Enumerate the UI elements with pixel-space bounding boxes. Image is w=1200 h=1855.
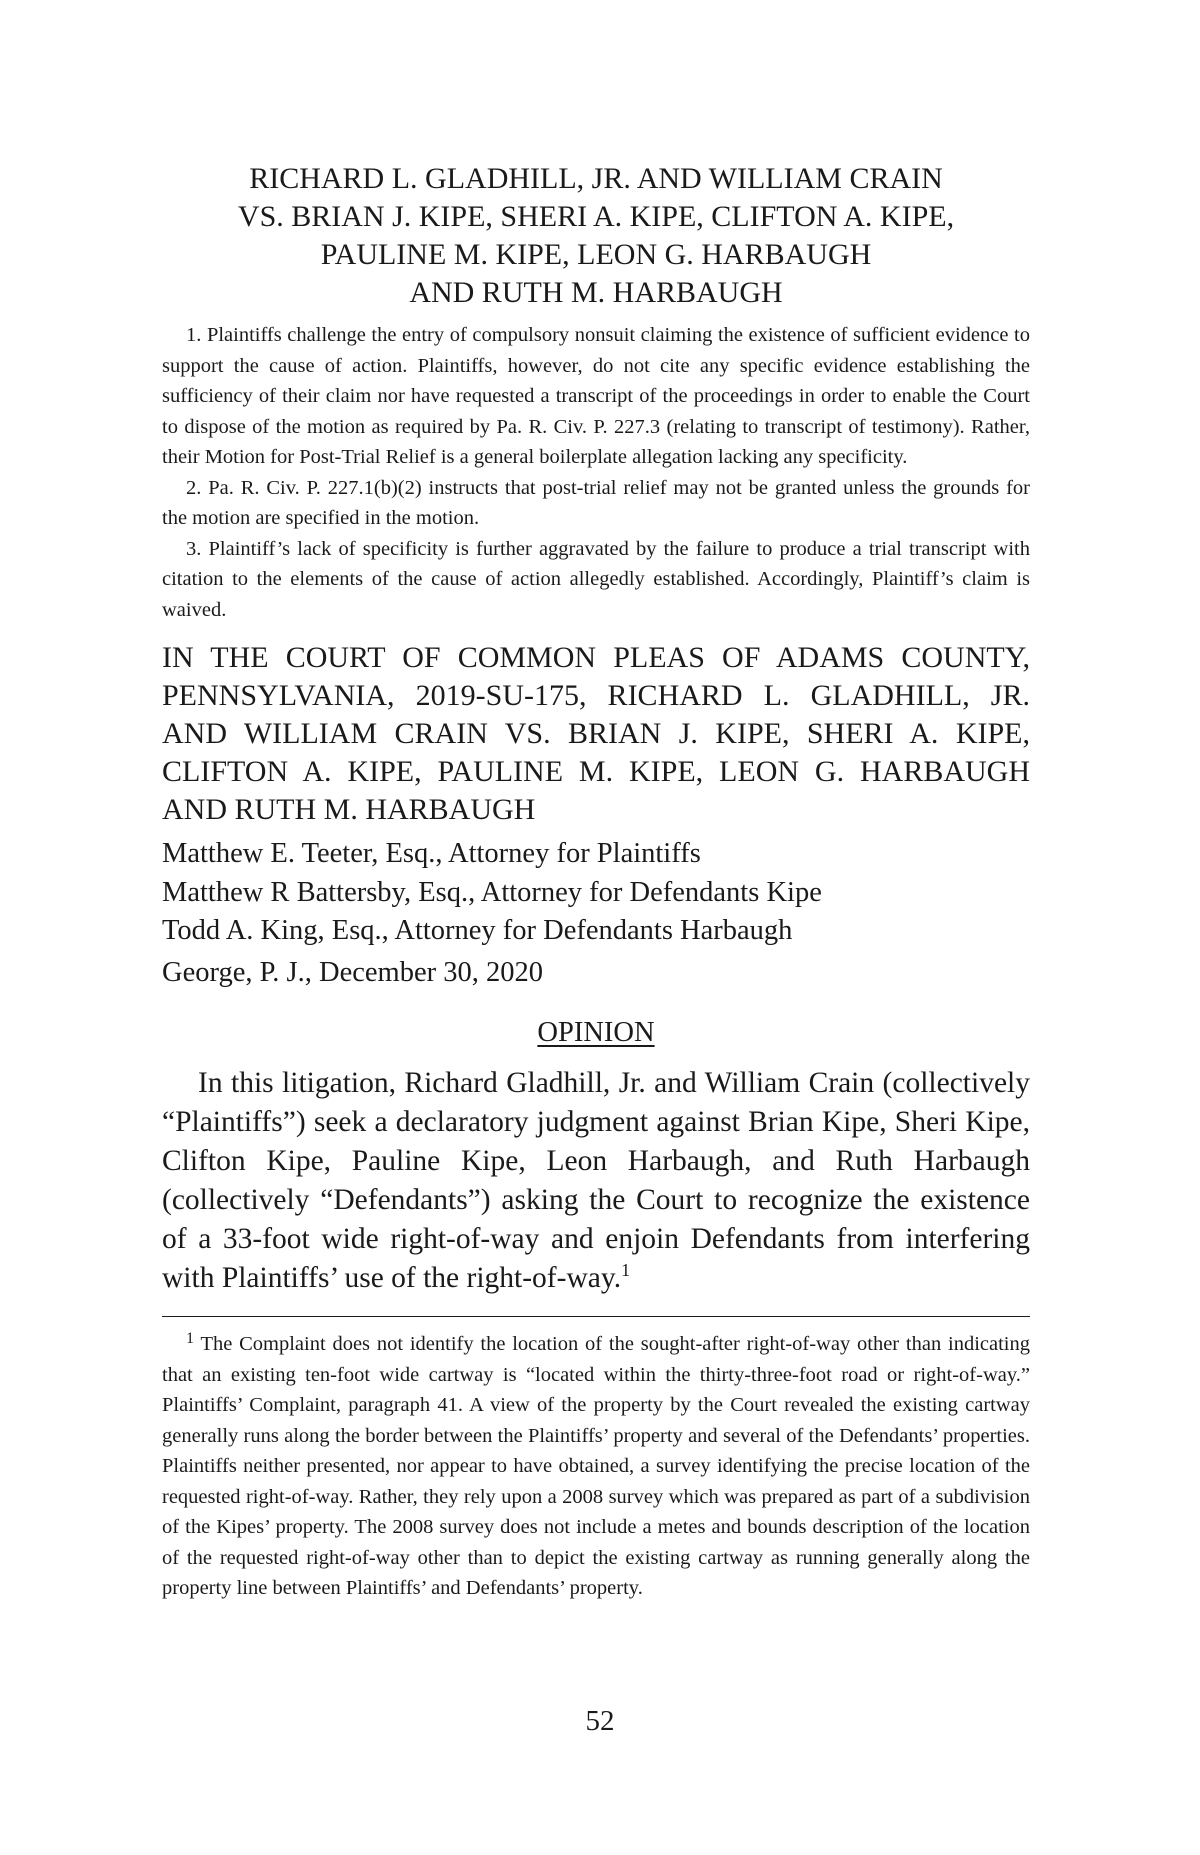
counsel-entry: Matthew R Battersby, Esq., Attorney for Defendants Kipe bbox=[162, 876, 822, 908]
opinion-heading bbox=[162, 1014, 1030, 1052]
case-title-line: VS. BRIAN J. KIPE, SHERI A. KIPE, CLIFTON A. KIPE, bbox=[237, 200, 955, 233]
judge-date-line: George, P. J., December 30, 2020 bbox=[162, 956, 543, 988]
footnote-divider bbox=[162, 1316, 1030, 1317]
counsel-list bbox=[162, 835, 1030, 951]
headnote: 2. Pa. R. Civ. P. 227.1(b)(2) instructs that post-trial relief may not be granted unless the grounds for the motion are specified in the motion. bbox=[162, 476, 1030, 529]
headnotes bbox=[162, 320, 1030, 625]
opinion-body-text: In this litigation, Richard Gladhill, Jr. and William Crain (collectively “Plaintiffs”) seek a declaratory judgment against Brian Kipe, Sheri Kipe, Clifton Kipe, Pauline Kipe, Leon Harbaugh, and Ruth Harbaugh (collectively “Defendants”) asking the Court to recognize the existence of a 33-foot wide right-of-way and enjoin Defendants from interfering with Plaintiffs’ use of the right-of-way. bbox=[162, 1067, 1030, 1294]
case-title-line: AND RUTH M. HARBAUGH bbox=[409, 276, 783, 309]
court-caption: IN THE COURT OF COMMON PLEAS OF ADAMS COUNTY, PENNSYLVANIA, 2019-SU-175, RICHARD L. GLADHILL, JR. AND WILLIAM CRAIN VS. BRIAN J. KIPE, SHERI A. KIPE, CLIFTON A. KIPE, PAULINE M. KIPE, LEON G. HARBAUGH AND RUTH M. HARBAUGH bbox=[162, 641, 1030, 826]
page-number: 52 bbox=[585, 1705, 615, 1737]
footnote-text: The Complaint does not identify the location of the sought-after right-of-way other than indicating that an existing ten-foot wide cartway is “located within the thirty-three-foot road or right-of-way.” Plaintiffs’ Complaint, paragraph 41. A view of the property by the Court revealed the existing cartway generally runs along the border between the Plaintiffs’ property and several of the Defendants’ properties. Plaintiffs neither presented, nor appear to have obtained, a survey identifying the precise location of the requested right-of-way. Rather, they rely upon a 2008 survey which was prepared as part of a subdivision of the Kipes’ property. The 2008 survey does not include a metes and bounds description of the location of the requested right-of-way other than to depict the existing cartway as running generally along the property line between Plaintiffs’ and Defendants’ property. bbox=[162, 1333, 1030, 1599]
case-title bbox=[162, 160, 1030, 312]
counsel-entry: Matthew E. Teeter, Esq., Attorney for Plaintiffs bbox=[162, 838, 701, 869]
page-content bbox=[162, 160, 1030, 1604]
footnote bbox=[162, 1329, 1030, 1604]
counsel-entry: Todd A. King, Esq., Attorney for Defendants Harbaugh bbox=[162, 915, 793, 946]
case-title-line: PAULINE M. KIPE, LEON G. HARBAUGH bbox=[320, 238, 872, 271]
case-title-line: RICHARD L. GLADHILL, JR. AND WILLIAM CRAIN bbox=[249, 162, 943, 195]
headnote: 1. Plaintiffs challenge the entry of compulsory nonsuit claiming the existence of sufficient evidence to support the cause of action. Plaintiffs, however, do not cite any specific evidence establishing the sufficiency of their claim nor have requested a transcript of the proceedings in order to enable the Court to dispose of the motion as required by Pa. R. Civ. P. 227.3 (relating to transcript of testimony). Rather, their Motion for Post-Trial Relief is a general boilerplate allegation lacking any specificity. bbox=[162, 324, 1030, 468]
headnote: 3. Plaintiff’s lack of specificity is further aggravated by the failure to produce a trial transcript with citation to the elements of the cause of action allegedly established. Accordingly, Plaintiff’s claim is waived. bbox=[162, 537, 1030, 621]
opinion-body-paragraph bbox=[162, 1064, 1030, 1298]
opinion-heading-text: OPINION bbox=[537, 1017, 655, 1048]
footnote-reference[interactable]: 1 bbox=[621, 1260, 631, 1280]
footnote-number: 1 bbox=[186, 1330, 194, 1347]
